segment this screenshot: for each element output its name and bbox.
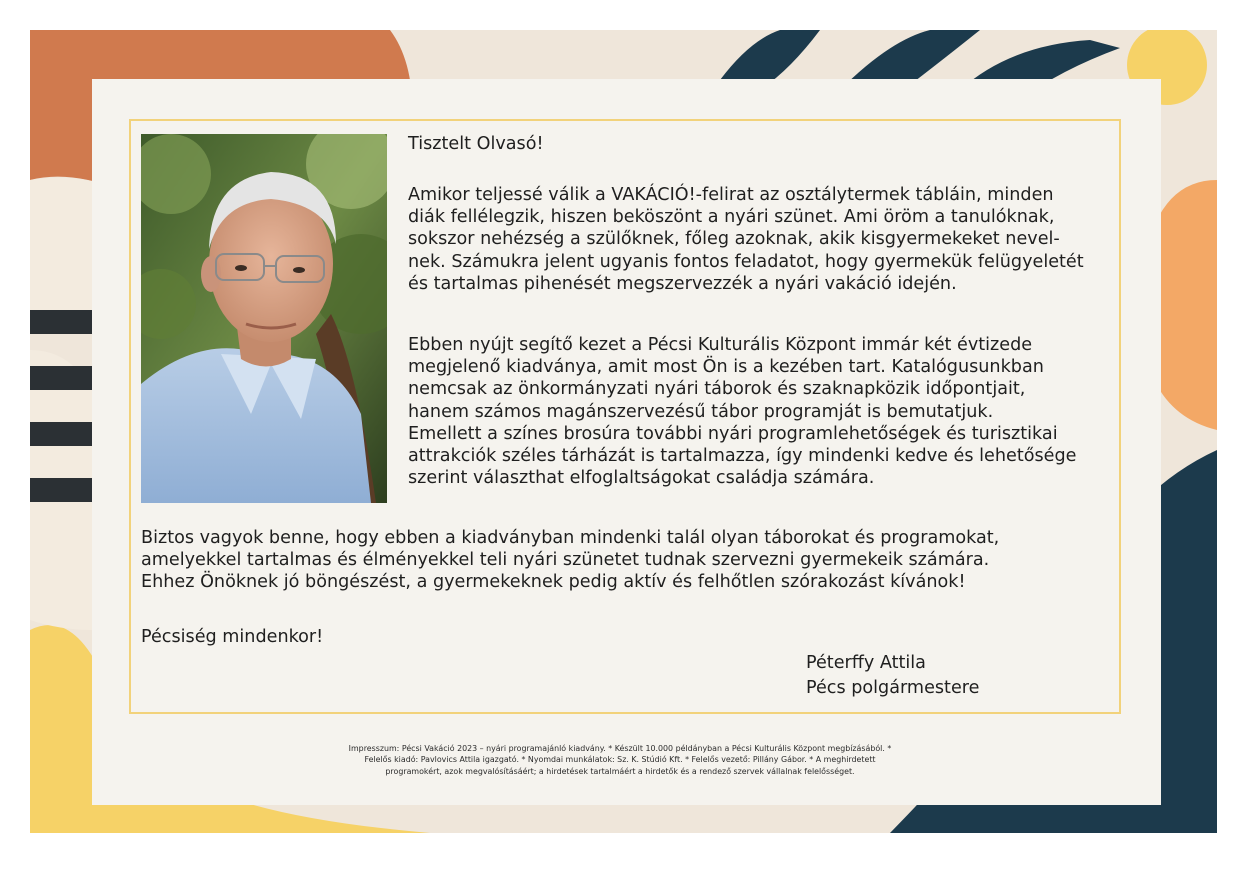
paragraph-line: megjelenő kiadványa, amit most Ön is a kezében tart. Katalógusunkban: [408, 357, 1044, 378]
paragraph-line: nek. Számukra jelent ugyanis fontos feladatot, hogy gyermekük felügyeletét: [408, 251, 1084, 272]
imprint-line: programokért, azok megvalósításáért; a hirdetések tartalmáért a hirdetők és a rendező szervek vállalnak felelősséget.: [385, 766, 855, 776]
paragraph-line: Ebben nyújt segítő kezet a Pécsi Kulturális Központ immár két évtizede: [408, 335, 1033, 355]
imprint: [0, 743, 1240, 777]
paragraph-intro: [408, 184, 1084, 295]
paragraph-line: Amikor teljessé válik a VAKÁCIÓ!-felirat az osztálytermek tábláin, minden: [408, 185, 1054, 205]
paragraph-line: és tartalmas pihenését megszervezzék a nyári vakáció idején.: [408, 273, 957, 294]
portrait-photo: [141, 134, 387, 503]
imprint-line: Felelős kiadó: Pavlovics Attila igazgató. * Nyomdai munkálatok: Sz. K. Stúdió Kft. * Felelős vezető: Pillány Gábor. * A meghirdetett: [364, 755, 876, 765]
paragraph-line: diák fellélegzik, hiszen beköszönt a nyári szünet. Ami öröm a tanulóknak,: [408, 207, 1055, 228]
paragraph-line: sokszor nehézség a szülőknek, főleg azoknak, akik kisgyermekeket nevel-: [408, 229, 1060, 250]
paragraph-line: Emellett a színes brosúra további nyári programlehetőségek és turisztikai: [408, 423, 1058, 444]
paragraph-line: amelyekkel tartalmas és élményekkel teli nyári szünetet tudnak szervezni gyermekeik számára.: [141, 550, 990, 571]
portrait-photo-icon: [141, 134, 387, 503]
paragraph-line: nemcsak az önkormányzati nyári táborok és szaknapközik időpontjait,: [408, 379, 1026, 400]
paragraph-line: hanem számos magánszervezésű tábor programját is bemutatjuk.: [408, 401, 994, 422]
greeting: Tisztelt Olvasó!: [408, 134, 544, 154]
signature-name: Péterffy Attila: [806, 653, 926, 673]
closing-line: Pécsiség mindenkor!: [141, 627, 324, 647]
imprint-line: Impresszum: Pécsi Vakáció 2023 – nyári programajánló kiadvány. * Készült 10.000 példányban a Pécsi Kulturális Központ megbízásából. *: [348, 744, 892, 753]
paragraph-catalogue: [408, 334, 1076, 489]
paragraph-line: Biztos vagyok benne, hogy ebben a kiadványban mindenki talál olyan táborokat és programokat,: [141, 528, 1000, 548]
paragraph-line: attrakciók széles tárházát is tartalmazza, így mindenki kedve és lehetősége: [408, 446, 1077, 467]
signature-title: Pécs polgármestere: [806, 678, 980, 698]
paragraph-line: szerint választhat elfoglaltságokat családja számára.: [408, 468, 875, 489]
paragraph-line: Ehhez Önöknek jó böngészést, a gyermekeknek pedig aktív és felhőtlen szórakozást kívánok!: [141, 572, 966, 593]
paragraph-wishes: [141, 527, 999, 594]
stripe-shape: [30, 310, 100, 334]
